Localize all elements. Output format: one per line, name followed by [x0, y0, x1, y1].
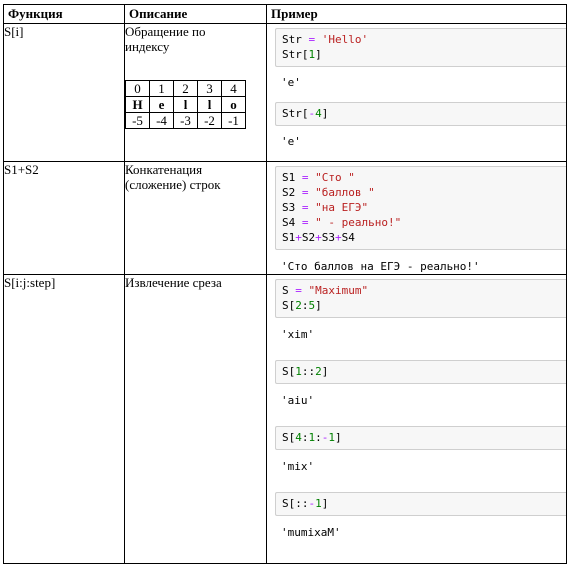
output-text: 'mumixaM'	[281, 526, 341, 539]
code-line: Str[1]	[282, 48, 322, 61]
index-cell: -1	[222, 113, 246, 129]
example-cell	[267, 275, 567, 564]
index-cell: -3	[174, 113, 198, 129]
code-cell[interactable]	[275, 426, 566, 450]
description-cell: Конкатенация (сложение) строк	[125, 162, 267, 275]
functions-table	[3, 4, 567, 564]
index-cell: -5	[126, 113, 150, 129]
code-line: S[2:5]	[282, 299, 322, 312]
code-cell[interactable]	[275, 28, 566, 67]
function-cell: S1+S2	[4, 162, 125, 275]
letter-cell: l	[174, 97, 198, 113]
code-line: S[::-1]	[282, 497, 329, 510]
header-row	[4, 5, 567, 24]
code-cell[interactable]	[275, 102, 566, 126]
code-line: S[1::2]	[282, 365, 329, 378]
code-cell[interactable]	[275, 166, 566, 250]
letter-cell: l	[198, 97, 222, 113]
output-text: 'Сто баллов на ЕГЭ - реально!'	[281, 260, 480, 273]
code-line: S3 = "на ЕГЭ"	[282, 201, 369, 214]
code-line: S4 = " - реально!"	[282, 216, 402, 229]
code-line: Str[-4]	[282, 107, 329, 120]
letter-cell: o	[222, 97, 246, 113]
code-line: Str = 'Hello'	[282, 33, 369, 46]
index-row-negative	[126, 113, 246, 129]
index-cell: 3	[198, 81, 222, 97]
index-cell: 2	[174, 81, 198, 97]
code-line: S2 = "баллов "	[282, 186, 375, 199]
index-table	[125, 80, 246, 129]
index-cell: -4	[150, 113, 174, 129]
description-text: Обращение по индексу	[125, 24, 206, 54]
code-cell[interactable]	[275, 360, 566, 384]
output-text: 'aiu'	[281, 394, 315, 407]
output-text: 'e'	[281, 135, 301, 148]
letter-cell: H	[126, 97, 150, 113]
index-row-positive	[126, 81, 246, 97]
output-text: 'xim'	[281, 328, 315, 341]
example-cell	[267, 24, 567, 162]
index-cell: 0	[126, 81, 150, 97]
header-description: Описание	[125, 5, 267, 24]
index-row-letters	[126, 97, 246, 113]
output-text: 'mix'	[281, 460, 315, 473]
index-cell: 1	[150, 81, 174, 97]
table-row	[4, 24, 567, 162]
letter-cell: e	[150, 97, 174, 113]
code-line: S[4:1:-1]	[282, 431, 342, 444]
index-cell: -2	[198, 113, 222, 129]
table-row	[4, 162, 567, 275]
code-cell[interactable]	[275, 279, 566, 318]
index-cell: 4	[222, 81, 246, 97]
output-text: 'e'	[281, 76, 301, 89]
description-cell	[125, 24, 267, 162]
table-row	[4, 275, 567, 564]
code-line: S1 = "Сто "	[282, 171, 355, 184]
header-example: Пример	[267, 5, 567, 24]
function-cell: S[i:j:step]	[4, 275, 125, 564]
code-cell[interactable]	[275, 492, 566, 516]
function-cell: S[i]	[4, 24, 125, 162]
description-cell: Извлечение среза	[125, 275, 267, 564]
example-cell	[267, 162, 567, 275]
code-line: S = "Maximum"	[282, 284, 369, 297]
code-line: S1+S2+S3+S4	[282, 231, 355, 244]
header-function: Функция	[4, 5, 125, 24]
